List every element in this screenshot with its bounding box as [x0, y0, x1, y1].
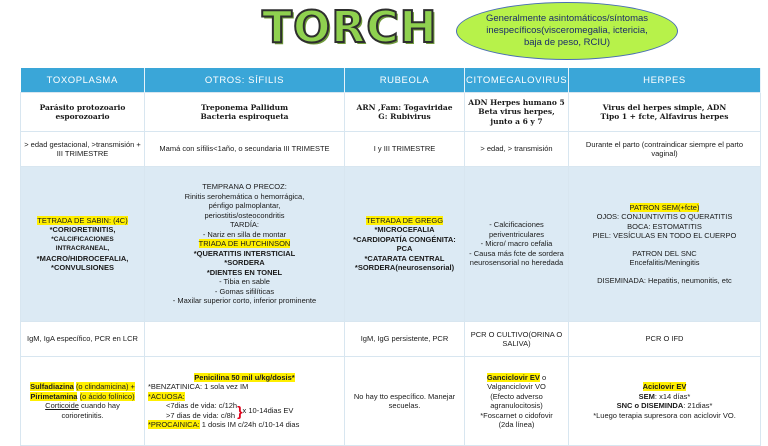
cell-transmission-sifilis: Mamá con sífilis<1año, o secundaria III TRIMESTE	[145, 132, 345, 167]
torch-table	[20, 68, 761, 446]
hutchinson-highlight: TRIADA DE HUTCHINSON	[198, 239, 291, 249]
cell-agent-sifilis: Treponema Pallidum Bacteria espiroqueta	[145, 93, 345, 132]
cell-transmission-toxo: > edad gestacional, >transmisión + III TRIMESTRE	[21, 132, 145, 167]
cell-agent-rubeola: ARN ,Fam: Togaviridae G: Rubivirus	[345, 93, 465, 132]
cell-clinic-toxo: TETRADA DE SABIN: (4C) *CORIORETINITIS, *CALCIFICACIONES INTRACRANEAL, *MACRO/HIDROCEFALIA, *CONVULSIONES	[21, 167, 145, 322]
row-agent	[21, 93, 761, 132]
cell-clinic-sifilis: TEMPRANA O PRECOZ: Rinitis serohemática o hemorrágica, pénfigo palmoplantar, periostitis/osteocondritis TARDÍA: - Nariz en silla de montar TRIADA DE HUTCHINSON *QUERATITIS INTERSTICIAL *SORDERA *DIENTES EN TONEL - Tibia en sable - Gomas sifilíticas - Maxilar superior corto, inferior prominente	[145, 167, 345, 322]
cell-treatment-rubeola: No hay tto específico. Manejar secuelas.	[345, 357, 465, 446]
cell-agent-cmv: ADN Herpes humano 5 Beta virus herpes, junto a 6 y 7	[465, 93, 569, 132]
cell-diagnosis-toxo: IgM, IgA específico, PCR en LCR	[21, 322, 145, 357]
cell-transmission-herpes: Durante el parto (contraindicar siempre el parto vaginal)	[569, 132, 761, 167]
list-item: - Calcificaciones periventriculares	[488, 220, 545, 239]
cell-clinic-rubeola: TETRADA DE GREGG *MICROCEFALIA *CARDIOPATÍA CONGÉNITA: PCA *CATARATA CENTRAL *SORDERA(neurosensorial)	[345, 167, 465, 322]
header-row	[21, 68, 761, 93]
cell-diagnosis-cmv: PCR O CULTIVO(ORINA O SALIVA)	[465, 322, 569, 357]
list-item: - Causa más fcte de sordera neurosensorial no heredada	[469, 248, 564, 268]
gregg-highlight: TETRADA DE GREGG	[365, 215, 444, 225]
summary-bubble	[456, 2, 678, 60]
header-citomegalovirus: CITOMEGALOVIRUS	[465, 68, 569, 93]
cell-transmission-cmv: > edad, > transmisión	[465, 132, 569, 167]
header-toxoplasma: TOXOPLASMA	[21, 68, 145, 93]
cell-treatment-cmv: Ganciclovir EV o Valganciclovir VO (Efecto adverso agranulocitosis) *Foscarnet o cidofovir (2da línea)	[465, 357, 569, 446]
row-clinic	[21, 167, 761, 322]
cell-transmission-rubeola: I y III TRIMESTRE	[345, 132, 465, 167]
header-sifilis: OTROS: SÍFILIS	[145, 68, 345, 93]
penicilina-highlight: Penicilina 50 mil u/kg/dosis*	[194, 372, 295, 382]
header-rubeola: RUBEOLA	[345, 68, 465, 93]
row-diagnosis	[21, 322, 761, 357]
cell-treatment-herpes: Aciclovir EV SEM: x14 días* SNC o DISEMINDA: 21dias* *Luego terapia supresora con aciclovir VO.	[569, 357, 761, 446]
brace-icon: }	[237, 402, 243, 419]
row-treatment	[21, 357, 761, 446]
cell-agent-herpes: Virus del herpes simple, ADN Tipo 1 + fcte, Alfavirus herpes	[569, 93, 761, 132]
cell-diagnosis-sifilis	[145, 322, 345, 357]
cell-treatment-toxo: Sulfadiazina (o clindamicina) + Pirimetamina (o ácido folínico) Corticoide cuando hay corioretinitis.	[21, 357, 145, 446]
header-herpes: HERPES	[569, 68, 761, 93]
cell-agent-toxo: Parásito protozoario esporozoario	[21, 93, 145, 132]
cell-clinic-herpes: PATRON SEM(+fcte) OJOS: CONJUNTIVITIS O QUERATITIS BOCA: ESTOMATITIS PIEL: VESÍCULAS EN TODO EL CUERPO PATRON DEL SNC Encefalitis/Meningitis DISEMINADA: Hepatitis, neumonitis, etc	[569, 167, 761, 322]
list-item: - Micro/ macro cefalia	[480, 239, 553, 249]
cell-clinic-cmv	[465, 167, 569, 322]
cell-treatment-sifilis: Penicilina 50 mil u/kg/dosis* *BENZATINICA: 1 sola vez IM *ACUOSA: <7dias de vida: c/12h >7 dias de vida: c/8h } x 10-14dias EV *PROCAINICA: 1 dosis IM c/24h c/10-14 dias	[145, 357, 345, 446]
page-title: TORCH	[262, 2, 438, 53]
cell-diagnosis-rubeola: IgM, IgG persistente, PCR	[345, 322, 465, 357]
sem-highlight: PATRON SEM(+fcte)	[629, 202, 700, 212]
row-transmission	[21, 132, 761, 167]
summary-text: Generalmente asintomáticos/síntomas inespecíficos(visceromegalia, ictericia, baja de peso, RCIU)	[485, 13, 649, 48]
sabin-highlight: TETRADA DE SABIN: (4C)	[37, 215, 128, 225]
cell-diagnosis-herpes: PCR O IFD	[569, 322, 761, 357]
